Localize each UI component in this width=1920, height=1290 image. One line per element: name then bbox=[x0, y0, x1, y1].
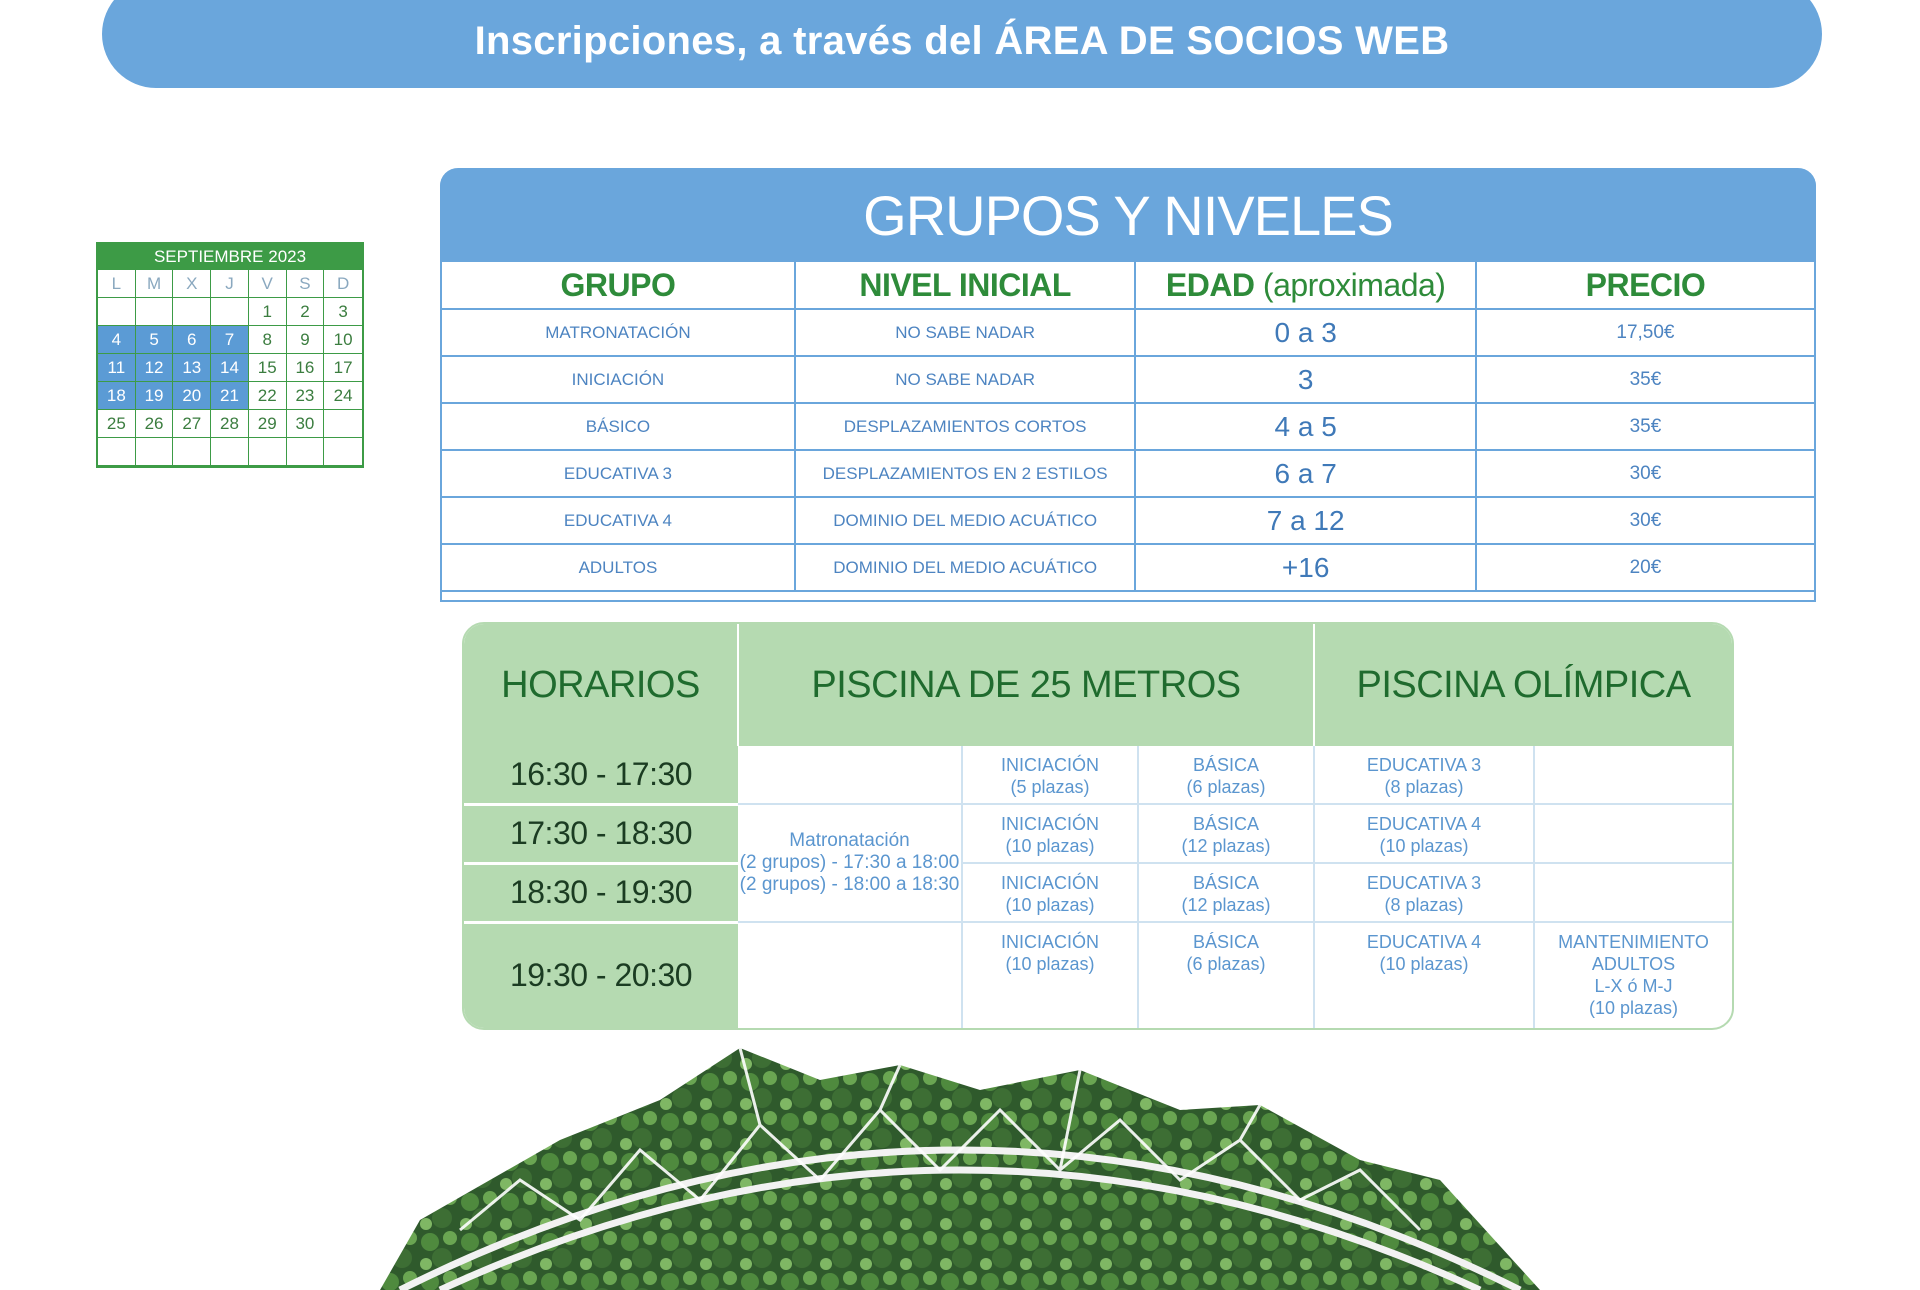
calendar-title: SEPTIEMBRE 2023 bbox=[98, 244, 362, 270]
weekday-label: J bbox=[211, 270, 249, 298]
calendar-day: 25 bbox=[98, 410, 136, 438]
weekday-label: D bbox=[324, 270, 362, 298]
calendar-day bbox=[173, 438, 211, 466]
calendar-grid bbox=[98, 270, 362, 466]
cell-precio: 35€ bbox=[1476, 403, 1814, 450]
schedule-row bbox=[464, 746, 1732, 804]
calendar-day: 2 bbox=[287, 298, 325, 326]
cell-grupo: EDUCATIVA 3 bbox=[442, 450, 795, 497]
pool-dome-roof-with-plants-photo bbox=[380, 1030, 1540, 1290]
calendar-day: 11 bbox=[98, 354, 136, 382]
calendar-day bbox=[324, 410, 362, 438]
calendar-day: 14 bbox=[211, 354, 249, 382]
calendar-day: 13 bbox=[173, 354, 211, 382]
calendar-day: 6 bbox=[173, 326, 211, 354]
calendar-day: 18 bbox=[98, 382, 136, 410]
calendar-day bbox=[211, 298, 249, 326]
cell-nivel: NO SABE NADAR bbox=[795, 309, 1136, 356]
iniciacion-cell: INICIACIÓN (10 plazas) bbox=[962, 922, 1138, 1028]
table-row bbox=[442, 497, 1814, 544]
calendar-day bbox=[98, 298, 136, 326]
cell-edad: 3 bbox=[1135, 356, 1476, 403]
table-row bbox=[442, 544, 1814, 591]
calendar-day: 16 bbox=[287, 354, 325, 382]
schedule-row bbox=[464, 922, 1732, 1028]
calendar-day: 8 bbox=[249, 326, 287, 354]
calendar-day bbox=[287, 438, 325, 466]
basica-cell: BÁSICA (6 plazas) bbox=[1138, 922, 1314, 1028]
header-precio: PRECIO bbox=[1476, 262, 1814, 309]
iniciacion-cell: INICIACIÓN (10 plazas) bbox=[962, 863, 1138, 922]
cell-nivel: NO SABE NADAR bbox=[795, 356, 1136, 403]
calendar-day: 19 bbox=[136, 382, 174, 410]
educativa-cell: EDUCATIVA 3 (8 plazas) bbox=[1314, 746, 1534, 804]
calendar-day: 30 bbox=[287, 410, 325, 438]
cell-precio: 35€ bbox=[1476, 356, 1814, 403]
calendar-day: 17 bbox=[324, 354, 362, 382]
calendar-day: 28 bbox=[211, 410, 249, 438]
empty-cell bbox=[738, 922, 962, 1028]
calendar-day: 26 bbox=[136, 410, 174, 438]
schedule-header-row bbox=[464, 624, 1732, 746]
empty-cell bbox=[738, 746, 962, 804]
cell-edad: 4 a 5 bbox=[1135, 403, 1476, 450]
calendar-day: 7 bbox=[211, 326, 249, 354]
basica-cell: BÁSICA (12 plazas) bbox=[1138, 863, 1314, 922]
weekday-label: S bbox=[287, 270, 325, 298]
weekday-label: L bbox=[98, 270, 136, 298]
calendar-day: 23 bbox=[287, 382, 325, 410]
cell-precio: 30€ bbox=[1476, 497, 1814, 544]
table-row bbox=[442, 356, 1814, 403]
cell-grupo: INICIACIÓN bbox=[442, 356, 795, 403]
table-row bbox=[442, 403, 1814, 450]
calendar-day bbox=[136, 438, 174, 466]
cell-nivel: DOMINIO DEL MEDIO ACUÁTICO bbox=[795, 497, 1136, 544]
calendar-day: 4 bbox=[98, 326, 136, 354]
groups-table-header bbox=[440, 168, 1816, 262]
registration-text: Inscripciones, a través del ÁREA DE SOCIOS WEB bbox=[474, 19, 1450, 63]
empty-cell bbox=[1534, 863, 1732, 922]
registration-banner bbox=[102, 0, 1822, 88]
educativa-cell: EDUCATIVA 3 (8 plazas) bbox=[1314, 863, 1534, 922]
calendar-day: 20 bbox=[173, 382, 211, 410]
basica-cell: BÁSICA (6 plazas) bbox=[1138, 746, 1314, 804]
empty-cell bbox=[1534, 746, 1732, 804]
calendar-day: 1 bbox=[249, 298, 287, 326]
header-nivel-inicial: NIVEL INICIAL bbox=[795, 262, 1136, 309]
calendar-day bbox=[249, 438, 287, 466]
iniciacion-cell: INICIACIÓN (5 plazas) bbox=[962, 746, 1138, 804]
time-slot: 19:30 - 20:30 bbox=[464, 922, 738, 1028]
calendar-day: 10 bbox=[324, 326, 362, 354]
cell-edad: 0 a 3 bbox=[1135, 309, 1476, 356]
groups-levels-table bbox=[440, 168, 1816, 602]
cell-edad: 6 a 7 bbox=[1135, 450, 1476, 497]
calendar-day: 21 bbox=[211, 382, 249, 410]
educativa-cell: EDUCATIVA 4 (10 plazas) bbox=[1314, 804, 1534, 863]
groups-table-grid bbox=[442, 262, 1814, 592]
cell-grupo: MATRONATACIÓN bbox=[442, 309, 795, 356]
schedule-grid bbox=[464, 624, 1732, 1028]
calendar-day: 12 bbox=[136, 354, 174, 382]
matronatacion-cell: Matronatación (2 grupos) - 17:30 a 18:00 (2 grupos) - 18:00 a 18:30 bbox=[738, 804, 962, 922]
cell-grupo: BÁSICO bbox=[442, 403, 795, 450]
cell-precio: 20€ bbox=[1476, 544, 1814, 591]
calendar-day: 5 bbox=[136, 326, 174, 354]
calendar-day bbox=[211, 438, 249, 466]
weekday-label: X bbox=[173, 270, 211, 298]
cell-edad: 7 a 12 bbox=[1135, 497, 1476, 544]
calendar-day bbox=[136, 298, 174, 326]
table-row bbox=[442, 309, 1814, 356]
calendar-day: 9 bbox=[287, 326, 325, 354]
calendar-day: 27 bbox=[173, 410, 211, 438]
header-piscina-25: PISCINA DE 25 METROS bbox=[738, 624, 1314, 746]
cell-nivel: DESPLAZAMIENTOS EN 2 ESTILOS bbox=[795, 450, 1136, 497]
basica-cell: BÁSICA (12 plazas) bbox=[1138, 804, 1314, 863]
table-row bbox=[442, 450, 1814, 497]
header-grupo: GRUPO bbox=[442, 262, 795, 309]
time-slot: 16:30 - 17:30 bbox=[464, 746, 738, 804]
schedule-row bbox=[464, 863, 1732, 922]
calendar-day: 22 bbox=[249, 382, 287, 410]
cell-edad: +16 bbox=[1135, 544, 1476, 591]
mantenimiento-cell: MANTENIMIENTO ADULTOS L-X ó M-J (10 plazas) bbox=[1558, 932, 1709, 1019]
time-slot: 17:30 - 18:30 bbox=[464, 804, 738, 863]
header-piscina-olimpica: PISCINA OLÍMPICA bbox=[1314, 624, 1732, 746]
weekday-label: M bbox=[136, 270, 174, 298]
schedule-row bbox=[464, 804, 1732, 863]
calendar-day bbox=[173, 298, 211, 326]
header-horarios: HORARIOS bbox=[464, 624, 738, 746]
calendar-day: 29 bbox=[249, 410, 287, 438]
educativa-cell: EDUCATIVA 4 (10 plazas) bbox=[1314, 922, 1534, 1028]
cell-precio: 30€ bbox=[1476, 450, 1814, 497]
cell-nivel: DOMINIO DEL MEDIO ACUÁTICO bbox=[795, 544, 1136, 591]
schedule-table bbox=[462, 622, 1734, 1030]
cell-grupo: EDUCATIVA 4 bbox=[442, 497, 795, 544]
weekday-label: V bbox=[249, 270, 287, 298]
calendar-day bbox=[98, 438, 136, 466]
empty-cell bbox=[1534, 804, 1732, 863]
calendar-day: 24 bbox=[324, 382, 362, 410]
calendar-day bbox=[324, 438, 362, 466]
calendar-day: 3 bbox=[324, 298, 362, 326]
groups-table-title: GRUPOS Y NIVELES bbox=[863, 183, 1393, 247]
header-edad: EDAD (aproximada) bbox=[1135, 262, 1476, 309]
cell-precio: 17,50€ bbox=[1476, 309, 1814, 356]
header-edad-note: (aproximada) bbox=[1262, 266, 1446, 303]
groups-header-row bbox=[442, 262, 1814, 309]
calendar-september-2023 bbox=[96, 242, 364, 468]
iniciacion-cell: INICIACIÓN (10 plazas) bbox=[962, 804, 1138, 863]
time-slot: 18:30 - 19:30 bbox=[464, 863, 738, 922]
cell-nivel: DESPLAZAMIENTOS CORTOS bbox=[795, 403, 1136, 450]
calendar-day: 15 bbox=[249, 354, 287, 382]
cell-grupo: ADULTOS bbox=[442, 544, 795, 591]
